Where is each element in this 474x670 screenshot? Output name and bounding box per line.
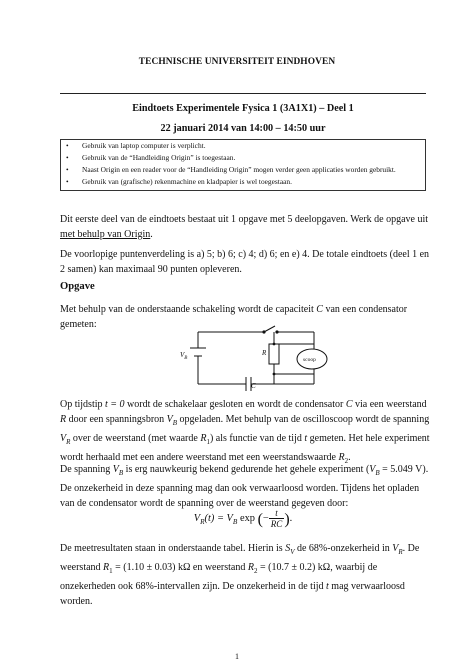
bullet-icon: •	[66, 177, 69, 186]
university-name: TECHNISCHE UNIVERSITEIT EINDHOVEN	[138, 57, 336, 67]
setup-paragraph: Met behulp van de onderstaande schakeling wordt de capaciteit C van een condensator gemeten:	[60, 304, 408, 330]
intro-paragraph: Dit eerste deel van de eindtoets bestaat uit 1 opgave met 5 deelopgaven. Werk de opgave uit met behulp van Origin.	[60, 214, 429, 240]
bullet-icon: •	[66, 141, 69, 150]
rule-item: • Gebruik van laptop computer is verplicht.	[66, 141, 206, 150]
voltage-paragraph: De spanning $V_B$ is erg nauwkeurig bekend gedurende het gehele experiment ($V_B = 5.049$ V). De onzekerheid in deze spanning mag dan ook verwaarloosd worden. Tijdens het opladen van de condensator wordt de spanning over de weerstand gegeven door:	[60, 464, 429, 509]
rule-item: • Gebruik van de “Handleiding Origin” is toegestaan.	[66, 153, 236, 162]
exam-title: Eindtoets Experimentele Fysica 1 (3A1X1) – Deel 1	[132, 103, 354, 114]
c-label: C	[251, 382, 256, 390]
resistor-symbol	[269, 344, 279, 364]
page-number: 1	[235, 652, 239, 661]
charging-formula: $V_R(t) = V_B$ exp (− $\frac{t}{RC}$ ).	[193, 508, 293, 529]
results-paragraph: De meetresultaten staan in onderstaande tabel. Hierin is $S_V$ de 68%-onzekerheid in $V_R$. De weerstand $R_1 = (1.10 \pm 0.03)$ kΩ en weerstand $R_2 = (10.7 \pm 0.2)$ kΩ, waarbij de onzekerheden ook 68%-intervallen zijn. De onzekerheid in de tijd t mag verwaarloosd worden.	[60, 543, 420, 607]
rule-item: • Naast Origin en een reader voor de “Handleiding Origin” mogen verder geen applicaties worden gebruikt.	[66, 165, 396, 174]
origin-link-text: met behulp van Origin	[60, 229, 151, 240]
procedure-paragraph: Op tijdstip t = 0 wordt de schakelaar gesloten en wordt de condensator C via een weerstand R door een spanningsbron $V_B$ opgeladen. Met behulp van de oscilloscoop wordt de spanning $V_R$ over de weerstand (met waarde $R_1$) als functie van de tijd t gemeten. Het hele experiment wordt herhaald met een andere weerstand met een weerstandswaarde $R_2$.	[60, 399, 430, 465]
switch-lever	[264, 326, 275, 332]
r-label: R	[262, 349, 267, 357]
rule-item: • Gebruik van (grafische) rekenmachine en kladpapier is wel toegestaan.	[66, 177, 292, 186]
vb-label: $V_B$	[180, 351, 188, 361]
circuit-diagram	[180, 322, 332, 394]
header-rule-top	[60, 93, 426, 94]
bullet-icon: •	[66, 153, 69, 162]
scope-label: scoop	[303, 357, 316, 363]
bullet-icon: •	[66, 165, 69, 174]
points-paragraph: De voorlopige puntenverdeling is a) 5; b) 6; c) 4; d) 6; en e) 4. De totale eindtoets (deel 1 en 2 samen) kan maximaal 90 punten opleveren.	[60, 249, 430, 275]
section-heading: Opgave	[60, 281, 95, 292]
exam-date: 22 januari 2014 van 14:00 – 14:50 uur	[160, 123, 326, 134]
